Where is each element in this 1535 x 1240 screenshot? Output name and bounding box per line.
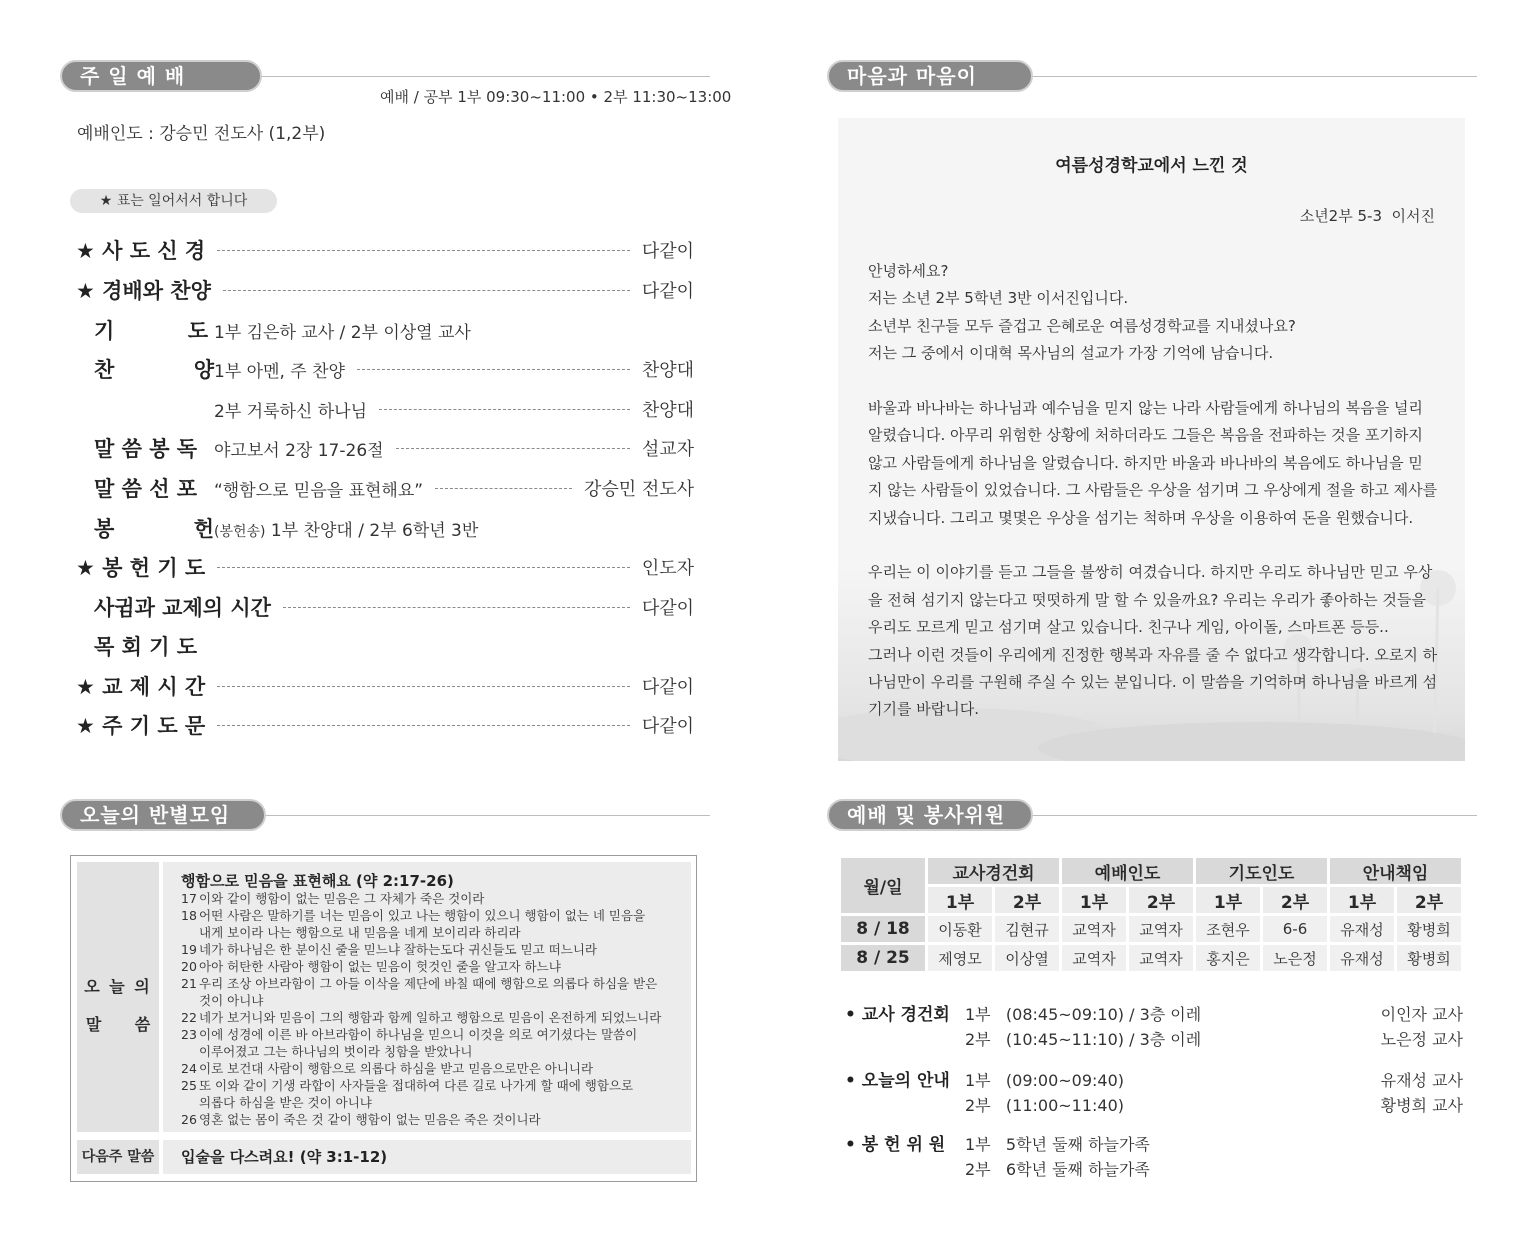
table-cell: 유재성 [1330, 945, 1394, 971]
order-who: 설교자 [641, 439, 694, 460]
order-row-lords-prayer [76, 710, 694, 740]
order-who: 다같이 [641, 281, 694, 302]
order-who: 찬양대 [641, 400, 694, 421]
order-row-praise [76, 275, 694, 305]
group-header: 안내책임 [1330, 858, 1461, 884]
table-cell: 교역자 [1129, 945, 1193, 971]
table-cell: 교역자 [1062, 916, 1126, 942]
info-line-right: 노은정 교사 [1380, 1030, 1463, 1049]
info-line-right: 황병희 교사 [1380, 1096, 1463, 1115]
part-header: 1부 [928, 887, 992, 913]
essay-line: 알렸습니다. 아무리 위험한 상황에 처하더라도 그들은 복음을 전파하는 것을 포기하지 [868, 426, 1423, 445]
essay-line: 소년부 친구들 모두 즐겁고 은혜로운 여름성경학교를 지내셨나요? [868, 316, 1296, 335]
leader-dots [379, 409, 630, 410]
leader-dots [217, 250, 630, 251]
part-header: 2부 [1397, 887, 1461, 913]
essay-line: 그러나 이런 것들이 우리에게 진정한 행복과 자유를 줄 수 없다고 생각합니다. 오로지 하 [868, 645, 1438, 664]
essay-body [868, 258, 1448, 724]
part-header: 2부 [1129, 887, 1193, 913]
essay-line: 저는 그 중에서 이대혁 목사님의 설교가 가장 기억에 남습니다. [868, 344, 1274, 363]
order-row-apostles-creed [76, 235, 694, 265]
verse-number: 22 [181, 1010, 197, 1025]
order-row-hymn [76, 354, 694, 384]
order-text: 야고보서 2장 17-26절 [214, 440, 384, 461]
order-text: 1부 아멘, 주 찬양 [214, 361, 345, 382]
verse-number: 18 [181, 908, 197, 923]
verse-continuation: 의롭다 하심을 받은 것이 아니냐 [199, 1095, 372, 1110]
order-label: ★ 사 도 신 경 [76, 239, 206, 263]
order-label: 말 씀 선 포 [94, 477, 198, 501]
verse-text: 이에 성경에 이른 바 아브라함이 하나님을 믿으니 이것을 의로 여기셨다는 말씀이 [199, 1027, 638, 1042]
essay-section-title: 마음과 마음이 [827, 60, 1033, 92]
table-cell: 6-6 [1263, 916, 1327, 942]
offering-text: 1부 찬양대 / 2부 6학년 3반 [265, 520, 479, 541]
verse-continuation: 내게 보이라 나는 행함으로 내 믿음을 네게 보이리라 하리라 [199, 925, 521, 940]
order-label: 사귐과 교제의 시간 [94, 596, 271, 620]
order-row-fellowship [76, 671, 694, 701]
verse-number: 26 [181, 1112, 197, 1127]
verse-item [181, 1009, 689, 1026]
info-line: 2부 (11:00~11:40) [965, 1096, 1125, 1115]
order-label: 말 씀 봉 독 [94, 437, 198, 461]
essay-line: 을 전혀 섬기지 않는다고 떳떳하게 말 할 수 있을까요? 우리는 우리가 좋아하는 것들을 [868, 590, 1426, 609]
order-who: 찬양대 [641, 360, 694, 381]
info-line: 1부 (09:00~09:40) [965, 1071, 1125, 1090]
staff-section-title: 예배 및 봉사위원 [827, 799, 1033, 831]
next-text-cell [163, 1140, 691, 1174]
leader-dots [217, 725, 630, 726]
order-label: ★ 봉 헌 기 도 [76, 556, 206, 580]
worship-time: 예배 / 공부 1부 09:30~11:00 • 2부 11:30~13:00 [380, 88, 732, 106]
essay-line [868, 532, 1448, 559]
info-line-right: 유재성 교사 [1380, 1071, 1463, 1090]
order-row-reading [94, 433, 694, 463]
essay-line: 우리도 모르게 믿고 섬기며 살고 있습니다. 친구나 게임, 아이돌, 스마트폰 등등.. [868, 618, 1389, 637]
verse-item [181, 1060, 689, 1077]
verse-continuation: 것이 아니냐 [199, 993, 264, 1008]
verse-text: 우리 조상 아브라함이 그 아들 이삭을 제단에 바칠 때에 행함으로 의롭다 하심을 받은 [199, 976, 658, 991]
leader-dots [357, 369, 630, 370]
part-header: 1부 [1330, 887, 1394, 913]
leader-dots [283, 607, 630, 608]
next-label-cell [77, 1140, 159, 1174]
order-row-fellowship-time [94, 592, 694, 622]
order-row-hymn-2 [214, 394, 694, 424]
essay-title: 여름성경학교에서 느낀 것 [1055, 156, 1248, 176]
leader-dots [396, 448, 630, 449]
info-line: 2부 6학년 둘째 하늘가족 [965, 1160, 1150, 1179]
order-row-offering-prayer [76, 552, 694, 582]
table-cell: 홍지은 [1196, 945, 1260, 971]
essay-panel [838, 118, 1465, 761]
table-row [841, 945, 1461, 971]
next-week-text: 입술을 다스려요! (약 3:1-12) [181, 1148, 388, 1166]
essay-line: 안녕하세요? [868, 262, 949, 280]
scripture-label-line1: 오 늘 의 [84, 977, 152, 996]
order-who: 강승민 전도사 [583, 479, 694, 500]
verse-item [181, 890, 689, 907]
verse-item [181, 958, 689, 975]
verse-list [181, 890, 689, 1128]
table-cell: 유재성 [1330, 916, 1394, 942]
row-date: 8 / 25 [841, 945, 925, 971]
essay-line: 기기를 바랍니다. [868, 700, 979, 719]
staff-table [838, 855, 1464, 974]
worship-title: 주 일 예 배 [60, 60, 262, 92]
verse-text: 네가 보거니와 믿음이 그의 행함과 함께 일하고 행함으로 믿음이 온전하게 되었느니라 [199, 1010, 662, 1025]
part-header: 1부 [1062, 887, 1126, 913]
info-heading: • 오늘의 안내 [845, 1071, 950, 1091]
part-header: 2부 [1263, 887, 1327, 913]
scripture-heading: 행함으로 믿음을 표현해요 (약 2:17-26) [181, 872, 454, 890]
table-row [841, 916, 1461, 942]
offering-song-note: (봉헌송) [214, 523, 266, 540]
group-header: 예배인도 [1062, 858, 1193, 884]
verse-number: 17 [181, 891, 197, 906]
essay-line: 바울과 바나바는 하나님과 예수님을 믿지 않는 나라 사람들에게 하나님의 복음을 널리 [868, 399, 1423, 418]
date-header: 월/일 [841, 858, 925, 913]
order-row-offering [76, 513, 694, 543]
info-heading: • 봉 헌 위 원 [845, 1135, 946, 1155]
essay-line: 지냈습니다. 그리고 몇몇은 우상을 섬기는 척하며 우상을 이용하여 돈을 원했습니다. [868, 508, 1414, 527]
verse-text: 이와 같이 행함이 없는 믿음은 그 자체가 죽은 것이라 [199, 891, 485, 906]
table-cell: 제영모 [928, 945, 992, 971]
order-label: ★ 교 제 시 간 [76, 675, 206, 699]
group-header: 기도인도 [1196, 858, 1327, 884]
leader-dots [217, 567, 630, 568]
info-line-right: 이인자 교사 [1380, 1005, 1463, 1024]
info-line: 1부 5학년 둘째 하늘가족 [965, 1135, 1150, 1154]
part-header: 1부 [1196, 887, 1260, 913]
table-cell: 황병희 [1397, 916, 1461, 942]
verse-item [181, 1111, 689, 1128]
row-date: 8 / 18 [841, 916, 925, 942]
verse-continuation: 이루어졌고 그는 하나님의 벗이라 칭함을 받았나니 [199, 1044, 473, 1059]
verse-text: 영혼 없는 몸이 죽은 것 같이 행함이 없는 믿음은 죽은 것이니라 [199, 1112, 541, 1127]
essay-line: 지 않는 사람들이 있었습니다. 그 사람들은 우상을 섬기며 그 우상에게 절을 하고 제사를 [868, 481, 1438, 500]
table-cell: 조현우 [1196, 916, 1260, 942]
verse-text: 아아 허탄한 사람아 행함이 없는 믿음이 헛것인 줄을 알고자 하느냐 [199, 959, 561, 974]
order-text: 1부 김은하 교사 / 2부 이상열 교사 [214, 322, 471, 343]
class-meeting-title: 오늘의 반별모임 [60, 799, 266, 831]
verse-item [181, 941, 689, 958]
order-who: 다같이 [641, 241, 694, 262]
verse-number: 24 [181, 1061, 197, 1076]
verse-item [181, 1026, 689, 1060]
verse-item [181, 907, 689, 941]
scripture-label-cell [77, 862, 159, 1132]
table-cell: 이상열 [995, 945, 1059, 971]
essay-section-header [827, 60, 1477, 94]
order-label: ★ 주 기 도 문 [76, 714, 206, 738]
table-cell: 이동환 [928, 916, 992, 942]
scripture-label-line2: 말 씀 [85, 1015, 151, 1034]
order-label: ★ 경배와 찬양 [76, 279, 211, 303]
leader-dots [223, 290, 630, 291]
essay-author: 소년2부 5-3 이서진 [1299, 207, 1435, 225]
verse-text: 네가 하나님은 한 분이신 줄을 믿느냐 잘하는도다 귀신들도 믿고 떠느니라 [199, 942, 598, 957]
verse-item [181, 975, 689, 1009]
order-label: 목 회 기 도 [94, 635, 198, 659]
verse-item [181, 1077, 689, 1111]
order-row-pastoral-prayer [94, 631, 694, 661]
essay-line: 않고 사람들에게 하나님을 알렸습니다. 하지만 바울과 바나바의 복음에도 하나님을 믿 [868, 453, 1423, 472]
essay-line: 나님만이 우리를 구원해 주실 수 있는 분입니다. 이 말씀을 기억하며 하나님을 바르게 섬 [868, 673, 1438, 692]
verse-text: 어떤 사람은 말하기를 너는 믿음이 있고 나는 행함이 있으니 행함이 없는 네 믿음을 [199, 908, 646, 923]
next-week-label: 다음주 말씀 [81, 1149, 155, 1165]
info-heading: • 교사 경건회 [845, 1005, 950, 1025]
order-row-sermon [94, 473, 694, 503]
leader-dots [435, 488, 572, 489]
verse-number: 19 [181, 942, 197, 957]
scripture-body [163, 862, 691, 1132]
verse-number: 20 [181, 959, 197, 974]
verse-text: 이로 보건대 사람이 행함으로 의롭다 하심을 받고 믿음으로만은 아니니라 [199, 1061, 594, 1076]
order-label: 봉 헌 [94, 517, 214, 541]
leader-dots [217, 686, 630, 687]
group-header: 교사경건회 [928, 858, 1059, 884]
verse-number: 23 [181, 1027, 197, 1042]
order-row-prayer [76, 315, 694, 345]
verse-number: 25 [181, 1078, 197, 1093]
order-who: 다같이 [641, 716, 694, 737]
info-line: 2부 (10:45~11:10) / 3층 이레 [965, 1030, 1202, 1049]
table-cell: 황병희 [1397, 945, 1461, 971]
order-text: “행함으로 믿음을 표현해요” [214, 480, 424, 501]
info-line: 1부 (08:45~09:10) / 3층 이레 [965, 1005, 1202, 1024]
class-meeting-section-header [60, 799, 710, 833]
table-cell: 김현규 [995, 916, 1059, 942]
stand-note: ★ 표는 일어서서 합니다 [70, 189, 277, 213]
table-cell: 교역자 [1062, 945, 1126, 971]
table-cell: 노은정 [1263, 945, 1327, 971]
table-cell: 교역자 [1129, 916, 1193, 942]
verse-text: 또 이와 같이 기생 라합이 사자들을 접대하여 다른 길로 나가게 할 때에 행함으로 [199, 1078, 634, 1093]
part-header: 2부 [995, 887, 1059, 913]
essay-line: 우리는 이 이야기를 듣고 그들을 불쌍히 여겼습니다. 하지만 우리도 하나님만 믿고 우상 [868, 563, 1433, 582]
order-who: 다같이 [641, 598, 694, 619]
worship-leader: 예배인도 : 강승민 전도사 (1,2부) [77, 124, 326, 144]
staff-section-header [827, 799, 1477, 833]
essay-line [868, 368, 1448, 395]
order-text: 2부 거룩하신 하나님 [214, 401, 367, 422]
order-text [214, 516, 478, 541]
order-who: 다같이 [641, 677, 694, 698]
order-label: 찬 양 [94, 358, 214, 382]
order-label: 기 도 [94, 319, 214, 343]
order-who: 인도자 [641, 558, 694, 579]
verse-number: 21 [181, 976, 197, 991]
essay-line: 저는 소년 2부 5학년 3반 이서진입니다. [868, 289, 1129, 308]
scripture-box [70, 855, 697, 1182]
